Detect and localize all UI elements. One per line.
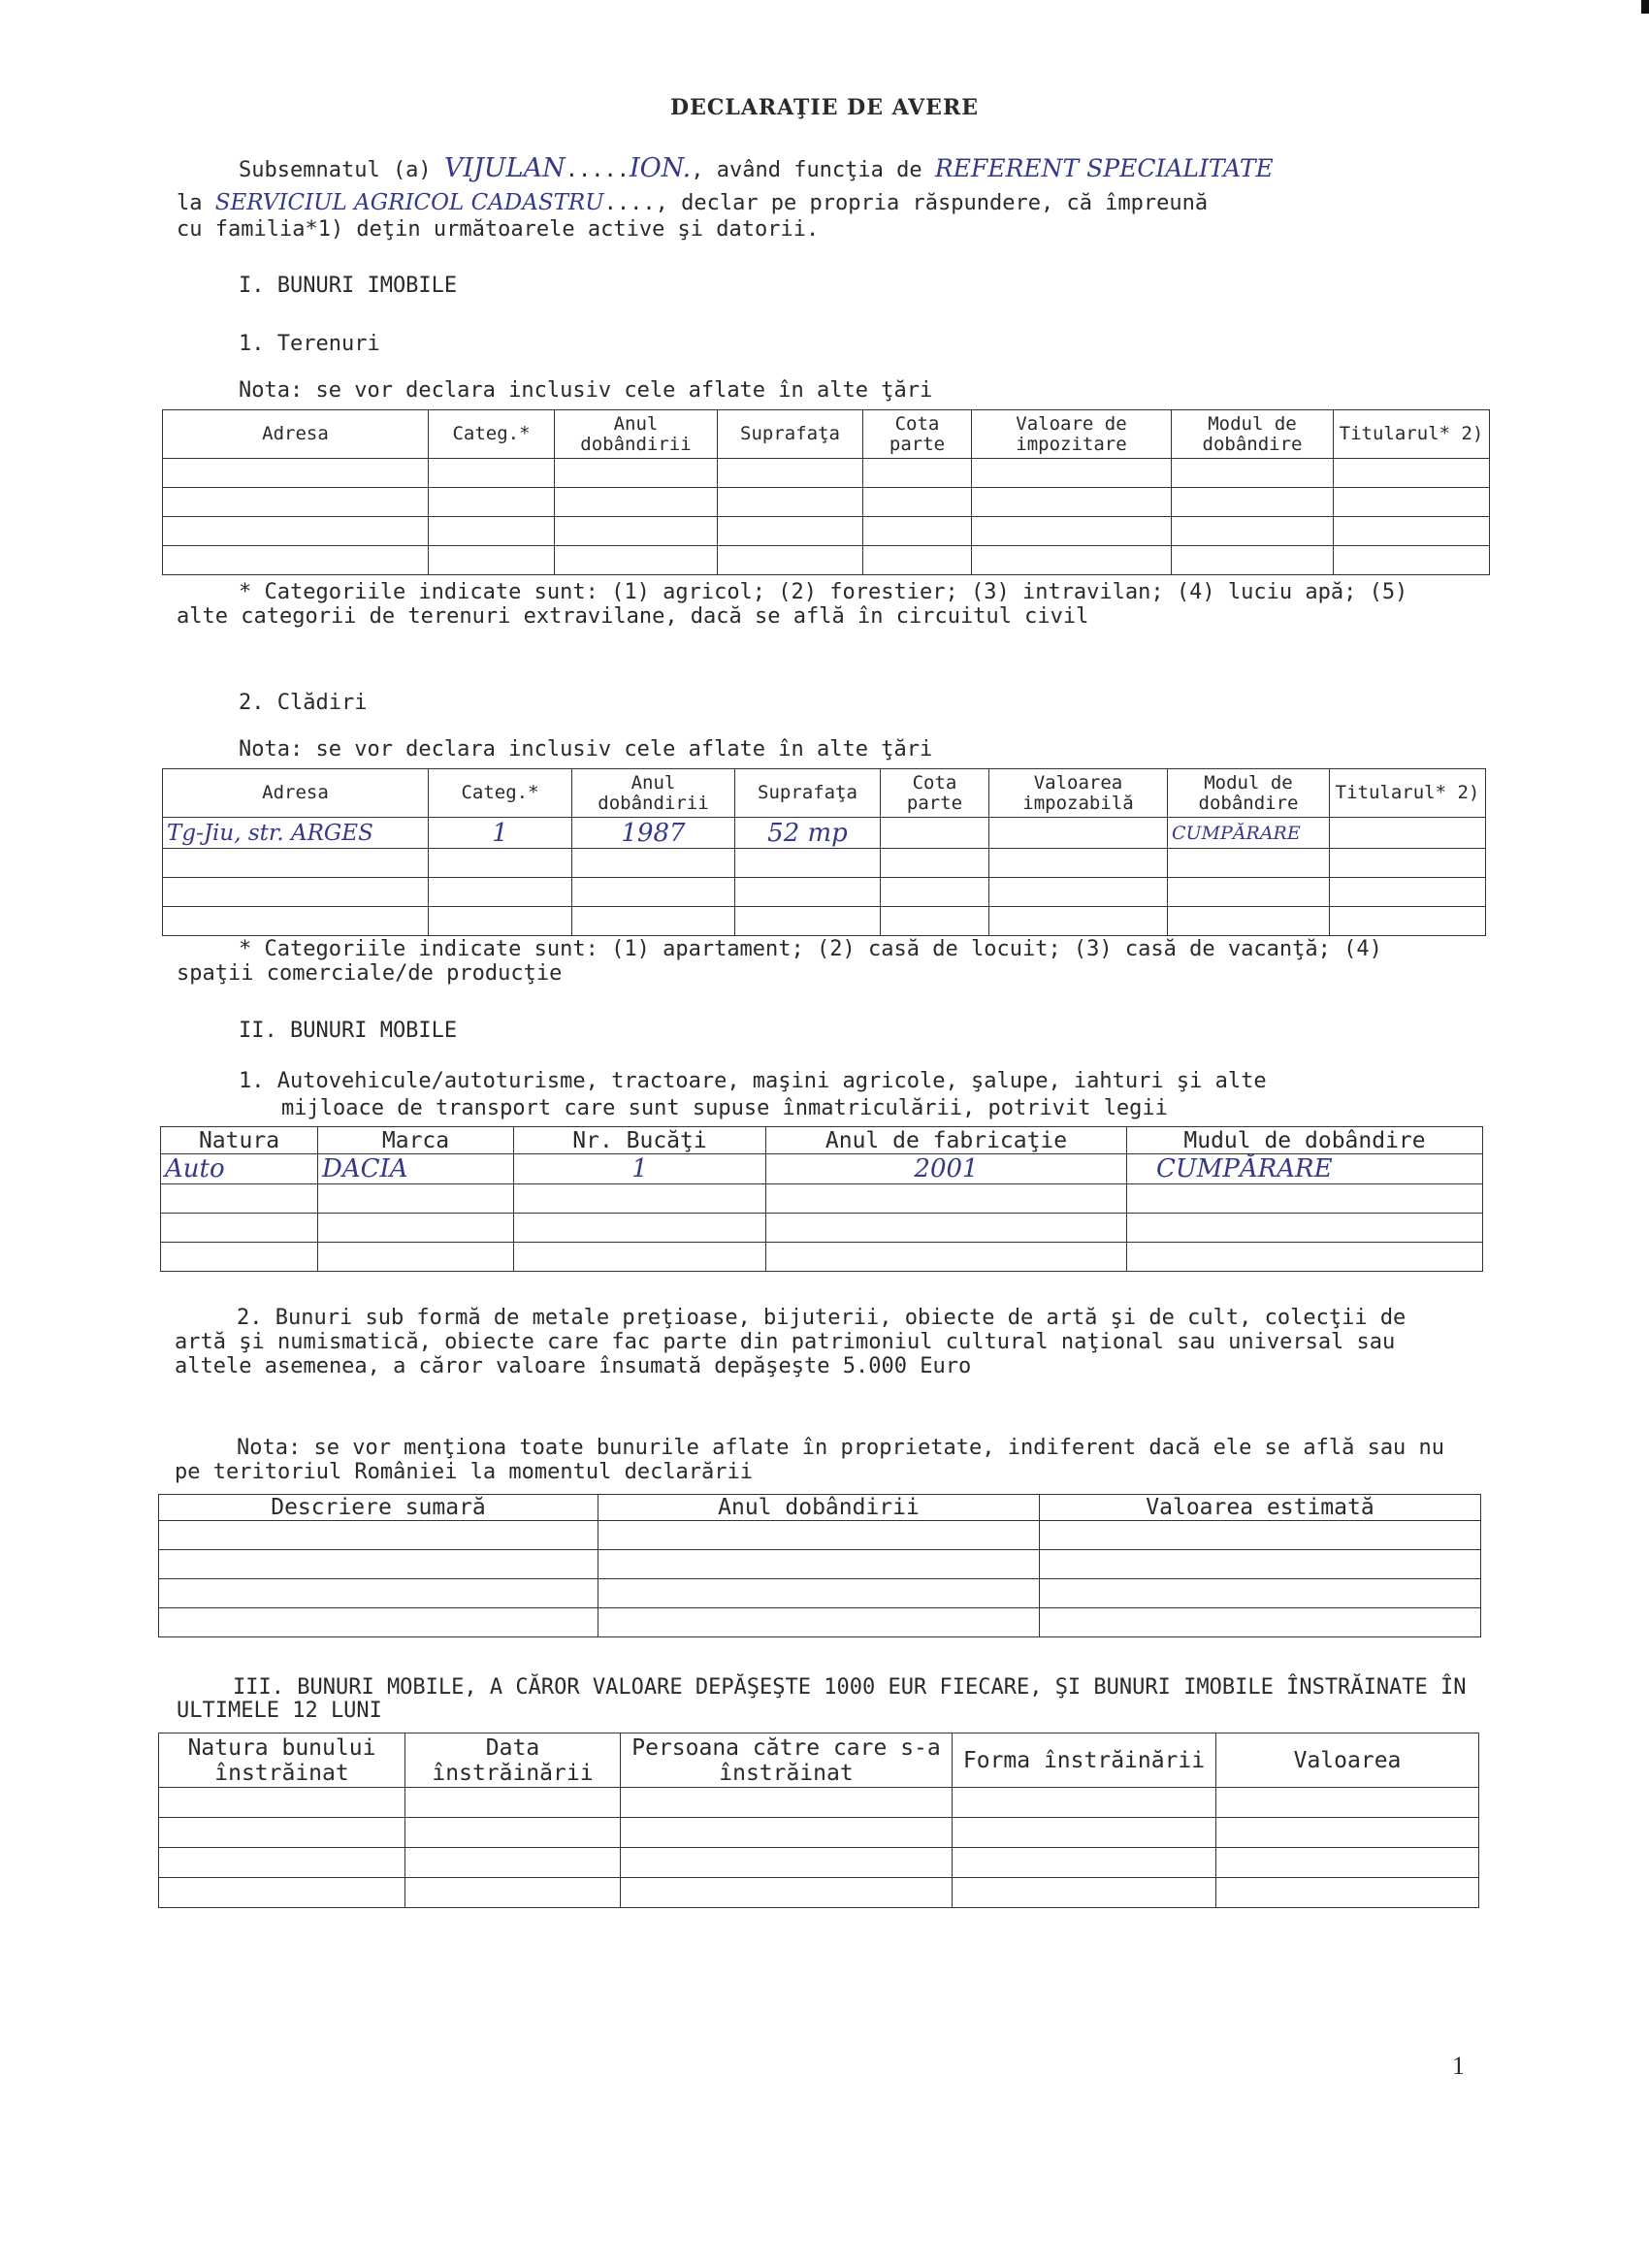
- table-row: [163, 546, 1490, 575]
- cell-vehicle-count: 1: [514, 1154, 766, 1184]
- table-row: [163, 907, 1486, 936]
- table-row: [159, 1608, 1481, 1637]
- table-row: [159, 1818, 1479, 1848]
- cell-owner: [1330, 818, 1486, 849]
- col-header: Cota parte: [881, 769, 989, 818]
- section-2-heading: II. BUNURI MOBILE: [239, 1019, 458, 1043]
- cladiri-header-row: [163, 769, 1486, 818]
- valuables-table: [158, 1494, 1481, 1637]
- table-row: [159, 1521, 1481, 1550]
- table-row: [159, 1550, 1481, 1579]
- col-header: Modul de dobândire: [1168, 769, 1330, 818]
- cladiri-note: Nota: se vor declara inclusiv cele aflate în alte ţări: [239, 737, 933, 761]
- col-header: Mudul de dobândire: [1127, 1127, 1483, 1154]
- table-row: [163, 459, 1490, 488]
- valuables-note: Nota: se vor menţiona toate bunurile aflate în proprietate, indiferent dacă ele se află sau nu pe teritoriul României la momentul declarării: [175, 1436, 1445, 1484]
- col-header: Valoarea: [1216, 1733, 1479, 1788]
- table-row: [159, 1878, 1479, 1908]
- cell-area: 52 mp: [735, 818, 881, 849]
- table-row: [159, 1788, 1479, 1818]
- cell-vehicle-brand: DACIA: [318, 1154, 514, 1184]
- intro-line-3: cu familia*1) deţin următoarele active şi datorii.: [177, 217, 820, 242]
- section-1-heading: I. BUNURI IMOBILE: [239, 274, 458, 298]
- table-row: [163, 818, 1486, 849]
- col-header: Anul dobândirii: [598, 1495, 1040, 1521]
- col-header: Modul de dobândire: [1172, 410, 1334, 459]
- declarant-first-name: ION.: [629, 153, 692, 183]
- col-header: Anul de fabricaţie: [766, 1127, 1127, 1154]
- terenuri-note: Nota: se vor declara inclusiv cele aflate în alte ţări: [239, 378, 933, 403]
- cell-address: Tg-Jiu, str. ARGES: [163, 818, 429, 849]
- col-header: Suprafaţa: [718, 410, 863, 459]
- cell-value: [989, 818, 1168, 849]
- col-header: Nr. Bucăţi: [514, 1127, 766, 1154]
- col-header: Natura: [161, 1127, 318, 1154]
- alienations-header-row: [159, 1733, 1479, 1788]
- table-row: [159, 1848, 1479, 1878]
- vehicles-table: [160, 1126, 1483, 1272]
- vehicles-heading-line-2: mijloace de transport care sunt supuse înmatriculării, potrivit legii: [281, 1096, 1168, 1120]
- scan-edge-mark: [1641, 0, 1649, 14]
- cladiri-heading: 2. Clădiri: [239, 691, 368, 715]
- col-header: Anul dobândirii: [555, 410, 718, 459]
- col-header: Valoarea estimată: [1040, 1495, 1481, 1521]
- vehicles-header-row: [161, 1127, 1483, 1154]
- terenuri-table: [162, 409, 1490, 575]
- cell-category: 1: [429, 818, 572, 849]
- cell-vehicle-acquisition: CUMPĂRARE: [1127, 1154, 1483, 1184]
- table-row: [161, 1184, 1483, 1214]
- col-header: Forma înstrăinării: [953, 1733, 1216, 1788]
- cladiri-footnote: * Categoriile indicate sunt: (1) apartament; (2) casă de locuit; (3) casă de vacanţă; (4) spaţii comerciale/de producţie: [177, 937, 1382, 986]
- col-header: Persoana către care s-a înstrăinat: [621, 1733, 953, 1788]
- table-row: [163, 517, 1490, 546]
- valuables-heading: 2. Bunuri sub formă de metale preţioase, bijuterii, obiecte de artă şi de cult, colecţii de artă şi numismatică, obiecte care fac parte din patrimoniul cultural naţional sau universal sau altele asemenea, a căror valoare însumată depăşeşte 5.000 Euro: [175, 1306, 1406, 1378]
- vehicles-heading-line-1: 1. Autovehicule/autoturisme, tractoare, maşini agricole, şalupe, iahturi şi alte: [239, 1069, 1267, 1093]
- table-row: [163, 849, 1486, 878]
- alienations-table: [158, 1733, 1479, 1908]
- section-3-heading: III. BUNURI MOBILE, A CĂROR VALOARE DEPĂŞEŞTE 1000 EUR FIECARE, ŞI BUNURI IMOBILE ÎNSTRĂINATE ÎN ULTIMELE 12 LUNI: [177, 1675, 1467, 1723]
- col-header: Natura bunului înstrăinat: [159, 1733, 405, 1788]
- declarant-institution: SERVICIUL AGRICOL CADASTRU: [214, 190, 604, 215]
- table-row: [161, 1154, 1483, 1184]
- cell-share: [881, 818, 989, 849]
- cell-vehicle-year: 2001: [766, 1154, 1127, 1184]
- cell-year: 1987: [572, 818, 735, 849]
- col-header: Titularul* 2): [1334, 410, 1490, 459]
- col-header: Suprafaţa: [735, 769, 881, 818]
- cladiri-table: [162, 768, 1486, 936]
- col-header: Descriere sumară: [159, 1495, 598, 1521]
- col-header: Adresa: [163, 769, 429, 818]
- col-header: Valoare de impozitare: [972, 410, 1172, 459]
- table-row: [159, 1579, 1481, 1608]
- col-header: Marca: [318, 1127, 514, 1154]
- declarant-function: REFERENT SPECIALITATE: [934, 154, 1274, 182]
- col-header: Cota parte: [863, 410, 972, 459]
- table-row: [163, 878, 1486, 907]
- cell-vehicle-type: Auto: [161, 1154, 318, 1184]
- terenuri-header-row: [163, 410, 1490, 459]
- table-row: [161, 1243, 1483, 1272]
- col-header: Categ.*: [429, 769, 572, 818]
- table-row: [163, 488, 1490, 517]
- col-header: Anul dobândirii: [572, 769, 735, 818]
- declarant-last-name: VIJULAN: [443, 153, 566, 183]
- table-row: [161, 1214, 1483, 1243]
- col-header: Adresa: [163, 410, 429, 459]
- col-header: Data înstrăinării: [405, 1733, 621, 1788]
- cell-acquisition-mode: CUMPĂRARE: [1168, 818, 1330, 849]
- document-title: DECLARAŢIE DE AVERE: [670, 95, 979, 120]
- terenuri-heading: 1. Terenuri: [239, 332, 380, 356]
- col-header: Titularul* 2): [1330, 769, 1486, 818]
- terenuri-footnote: * Categoriile indicate sunt: (1) agricol; (2) forestier; (3) intravilan; (4) luciu apă; (5) alte categorii de terenuri extravilane, dacă se află în circuitul civil: [177, 580, 1408, 629]
- intro-line-1: Subsemnatul (a) VIJULAN.....ION., având funcţia de REFERENT SPECIALITATE: [239, 153, 1274, 183]
- col-header: Categ.*: [429, 410, 555, 459]
- page-number: 1: [1452, 2052, 1465, 2080]
- intro-line-2: la SERVICIUL AGRICOL CADASTRU...., declar pe propria răspundere, că împreună: [177, 190, 1209, 215]
- col-header: Valoarea impozabilă: [989, 769, 1168, 818]
- valuables-header-row: [159, 1495, 1481, 1521]
